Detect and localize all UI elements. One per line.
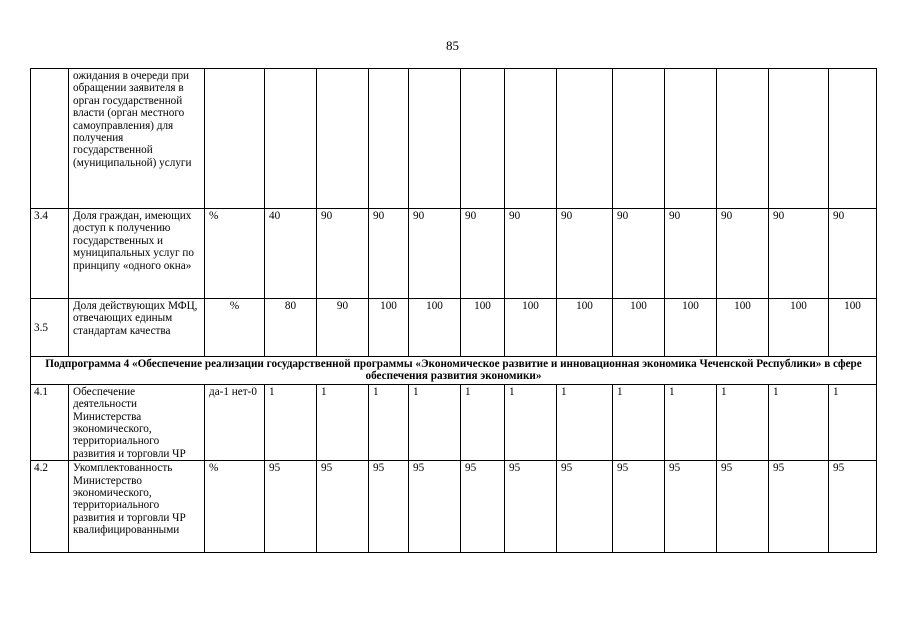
year-value: 1 <box>829 384 877 460</box>
year-value <box>613 69 665 209</box>
year-value: 95 <box>665 461 717 553</box>
year-value: 1 <box>769 384 829 460</box>
table-row <box>31 299 877 357</box>
year-value: 95 <box>265 461 317 553</box>
year-value <box>829 69 877 209</box>
year-value: 1 <box>665 384 717 460</box>
year-value: 95 <box>769 461 829 553</box>
unit <box>205 69 265 209</box>
year-value: 95 <box>317 461 369 553</box>
table-row <box>31 461 877 553</box>
year-value <box>369 69 409 209</box>
year-value: 95 <box>505 461 557 553</box>
year-value <box>665 69 717 209</box>
unit: % <box>205 299 265 357</box>
indicator-name: Доля граждан, имеющих доступ к получению государственных и муниципальных услуг по принципу «одного окна» <box>69 209 205 299</box>
year-value: 1 <box>317 384 369 460</box>
year-value: 90 <box>409 209 461 299</box>
row-number <box>31 69 69 209</box>
year-value: 95 <box>369 461 409 553</box>
year-value: 90 <box>317 299 369 357</box>
year-value <box>317 69 369 209</box>
year-value: 1 <box>369 384 409 460</box>
year-value: 90 <box>505 209 557 299</box>
year-value <box>265 69 317 209</box>
year-value: 90 <box>613 209 665 299</box>
year-value <box>557 69 613 209</box>
year-value <box>769 69 829 209</box>
table-row <box>31 69 877 209</box>
year-value: 90 <box>665 209 717 299</box>
page-number: 85 <box>446 38 459 53</box>
row-number: 3.4 <box>31 209 69 299</box>
year-value: 95 <box>409 461 461 553</box>
year-value: 1 <box>613 384 665 460</box>
year-value: 95 <box>461 461 505 553</box>
year-value: 100 <box>557 299 613 357</box>
unit: % <box>205 461 265 553</box>
year-value: 80 <box>265 299 317 357</box>
year-value: 100 <box>613 299 665 357</box>
year-value: 100 <box>369 299 409 357</box>
year-value: 1 <box>409 384 461 460</box>
year-value: 90 <box>717 209 769 299</box>
subprogram-row <box>31 357 877 385</box>
year-value: 90 <box>317 209 369 299</box>
indicator-name: Обеспечение деятельности Министерства экономического, территориального развития и торговли ЧР <box>69 384 205 460</box>
year-value: 95 <box>613 461 665 553</box>
year-value <box>409 69 461 209</box>
table-row <box>31 209 877 299</box>
year-value: 95 <box>557 461 613 553</box>
row-number: 4.1 <box>31 384 69 460</box>
year-value: 1 <box>557 384 613 460</box>
year-value <box>717 69 769 209</box>
year-value: 100 <box>461 299 505 357</box>
indicators-table <box>30 68 877 553</box>
year-value: 90 <box>769 209 829 299</box>
year-value: 100 <box>717 299 769 357</box>
year-value: 100 <box>769 299 829 357</box>
year-value: 90 <box>461 209 505 299</box>
indicator-name: ожидания в очереди при обращении заявителя в орган государственной власти (орган местного самоуправления) для получения государственной (муниципальной) услуги <box>69 69 205 209</box>
year-value: 90 <box>557 209 613 299</box>
year-value: 1 <box>505 384 557 460</box>
indicator-name: Укомплектованность Министерство экономического, территориального развития и торговли ЧР квалифицированными <box>69 461 205 553</box>
year-value <box>505 69 557 209</box>
year-value: 90 <box>829 209 877 299</box>
year-value: 40 <box>265 209 317 299</box>
year-value: 100 <box>505 299 557 357</box>
year-value: 100 <box>829 299 877 357</box>
year-value: 100 <box>409 299 461 357</box>
subprogram-title: Подпрограмма 4 «Обеспечение реализации государственной программы «Экономическое развитие и инновационная экономика Чеченской Республики» в сфере обеспечения развития экономики» <box>31 357 877 385</box>
year-value: 90 <box>369 209 409 299</box>
year-value: 100 <box>665 299 717 357</box>
year-value: 1 <box>717 384 769 460</box>
year-value: 1 <box>265 384 317 460</box>
table-row <box>31 384 877 460</box>
row-number: 3.5 <box>31 299 69 357</box>
indicator-name: Доля действующих МФЦ, отвечающих единым стандартам качества <box>69 299 205 357</box>
year-value: 1 <box>461 384 505 460</box>
year-value: 95 <box>829 461 877 553</box>
unit: % <box>205 209 265 299</box>
year-value: 95 <box>717 461 769 553</box>
row-number: 4.2 <box>31 461 69 553</box>
year-value <box>461 69 505 209</box>
unit: да-1 нет-0 <box>205 384 265 460</box>
